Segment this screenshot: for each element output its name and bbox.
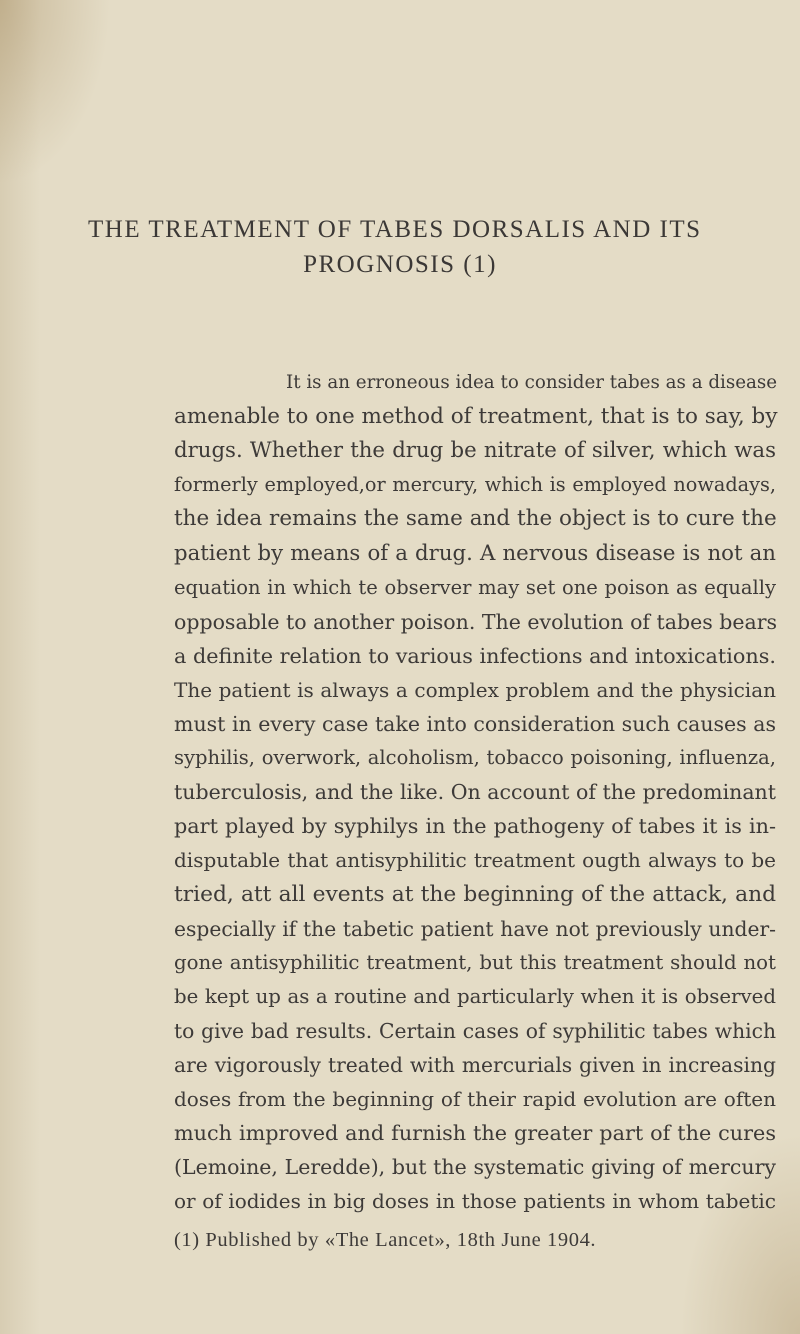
body-line: drugs. Whether the drug be nitrate of silver, which was <box>174 438 776 463</box>
body-line: the idea remains the same and the object is to cure the <box>174 506 777 531</box>
body-line: especially if the tabetic patient have not previously under- <box>174 917 776 941</box>
body-line: must in every case take into consideration such causes as <box>174 712 776 736</box>
page-title-line-2: PROGNOSIS (1) <box>303 251 497 278</box>
page-title-line-1: THE TREATMENT OF TABES DORSALIS AND ITS <box>88 216 702 243</box>
body-line: syphilis, overwork, alcoholism, tobacco poisoning, influenza, <box>174 746 776 769</box>
body-line: are vigorously treated with mercurials given in increasing <box>174 1053 776 1077</box>
body-line: tried, att all events at the beginning of the attack, and <box>174 882 776 907</box>
body-line: patient by means of a drug. A nervous disease is not an <box>174 541 776 566</box>
body-line: formerly employed,or mercury, which is employed nowadays, <box>174 473 776 496</box>
body-line: amenable to one method of treatment, that is to say, by <box>174 404 778 429</box>
body-line: a definite relation to various infections and intoxications. <box>174 644 776 668</box>
body-line: gone antisyphilitic treatment, but this treatment should not <box>174 951 776 974</box>
body-line: It is an erroneous idea to consider tabes as a disease <box>286 372 778 393</box>
body-line: opposable to another poison. The evolution of tabes bears <box>174 610 778 634</box>
body-line: disputable that antisyphilitic treatment ougth always to be <box>174 848 776 872</box>
body-line: The patient is always a complex problem and the physician <box>174 678 776 702</box>
body-line: part played by syphilys in the pathogeny of tabes it is in- <box>174 814 776 838</box>
body-line: equation in which te observer may set one poison as equally <box>174 576 776 599</box>
body-line: or of iodides in big doses in those patients in whom tabetic <box>174 1189 776 1213</box>
body-line: (Lemoine, Leredde), but the systematic giving of mercury <box>174 1155 776 1179</box>
footnote: (1) Published by «The Lancet», 18th June 1904. <box>174 1229 597 1251</box>
body-line: much improved and furnish the greater part of the cures <box>174 1121 776 1145</box>
body-line: tuberculosis, and the like. On account of the predominant <box>174 780 776 804</box>
body-line: to give bad results. Certain cases of syphilitic tabes which <box>174 1019 776 1043</box>
body-line: doses from the beginning of their rapid evolution are often <box>174 1087 776 1111</box>
body-line: be kept up as a routine and particularly when it is observed <box>174 985 776 1008</box>
